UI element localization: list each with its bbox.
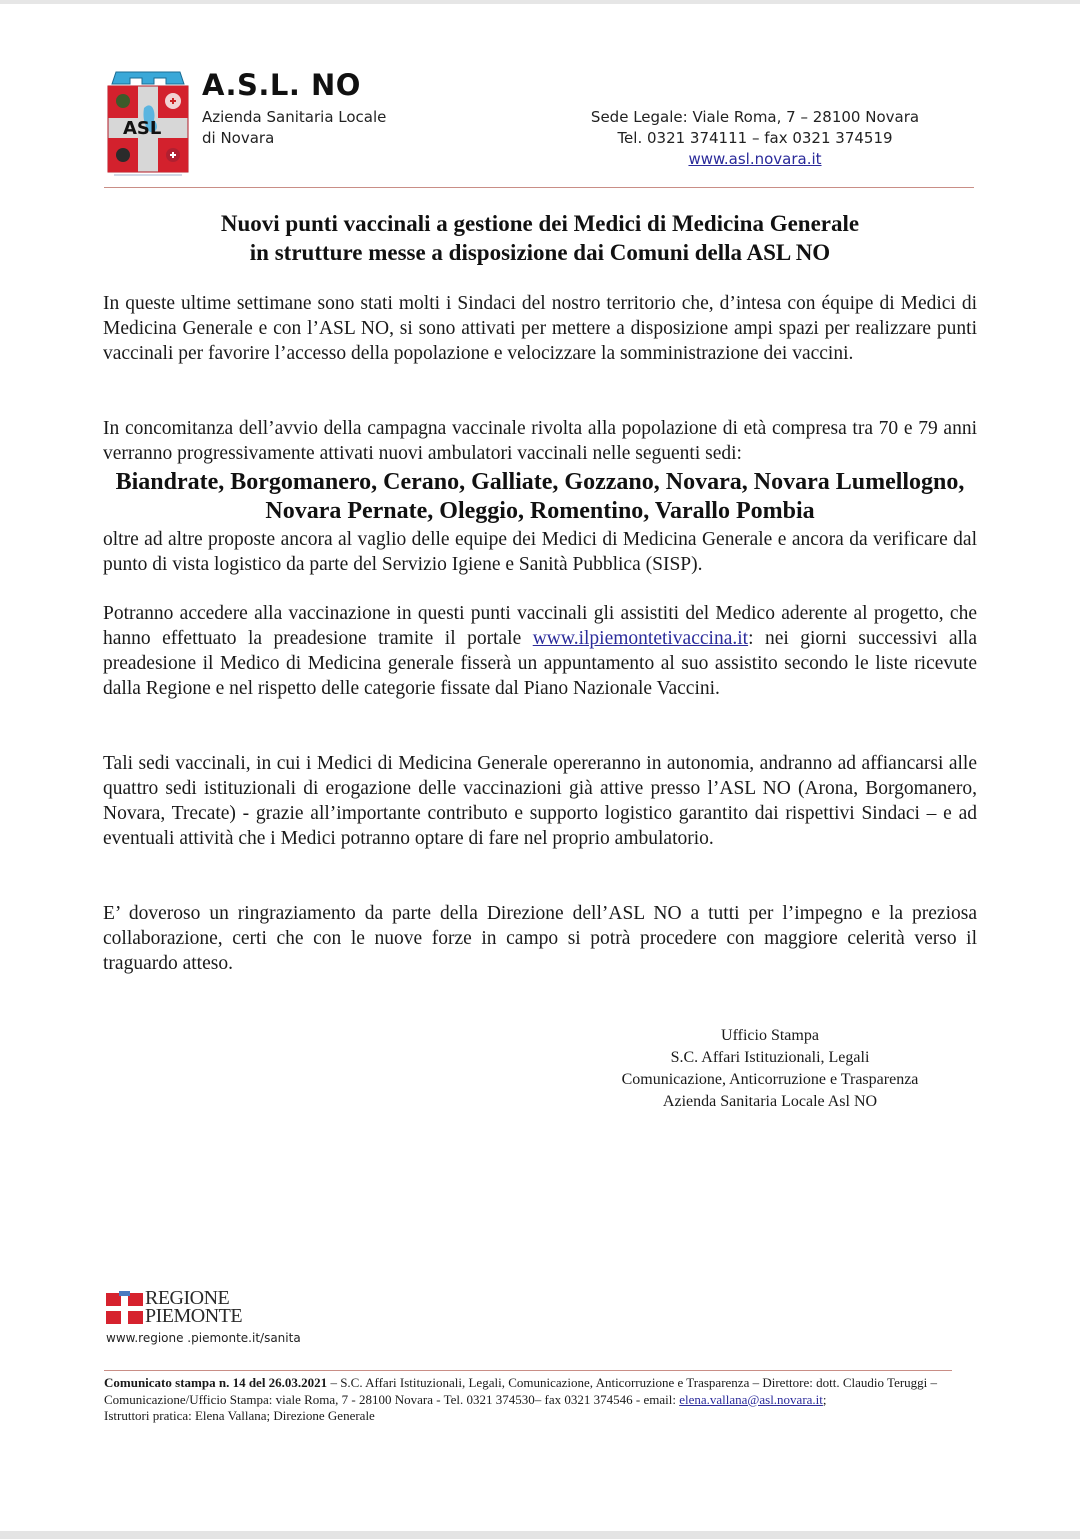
paragraph-2-intro: In concomitanza dell’avvio della campagna vaccinale rivolta alla popolazione di età compresa tra 70 e 79 anni verranno progressivamente attivati nuovi ambulatori vaccinali nelle seguenti sedi: — [103, 418, 977, 464]
press-release-details: – S.C. Affari Istituzionali, Legali, Comunicazione, Anticorruzione e Trasparenza – Direttore: dott. Claudio Teruggi –Comunicazione/Ufficio Stampa: viale Roma, 7 - 28100 Novara - Tel. 0321 374530– fax 0321 374546 - email: — [104, 1375, 938, 1407]
paragraph-2 — [103, 416, 977, 577]
document-title — [104, 209, 976, 267]
asl-no-logo-icon — [104, 70, 192, 182]
paragraph-4: Tali sedi vaccinali, in cui i Medici di Medicina Generale opereranno in autonomia, andranno ad affiancarsi alle quattro sedi istituzionali di erogazione delle vaccinazioni già attive presso l’ASL NO (Arona, Borgomanero, Novara, Trecate) - grazie all’importante contributo e supporto logistico garantito dai rispettivi Sindaci – e ad eventuali attività che i Medici potranno optare di fare nel proprio ambulatorio. — [103, 753, 977, 849]
footer-main — [104, 1375, 979, 1408]
org-subtitle-line2: di Novara — [202, 129, 275, 147]
phone-fax: Tel. 0321 374111 – fax 0321 374519 — [617, 129, 893, 147]
org-name: A.S.L. NO — [202, 68, 361, 102]
org-subtitle-line1: Azienda Sanitaria Locale — [202, 108, 387, 126]
org-subtitle — [202, 107, 386, 149]
signature-line4: Azienda Sanitaria Locale Asl NO — [662, 1093, 878, 1110]
press-release-id: Comunicato stampa n. 14 del 26.03.2021 — [104, 1375, 328, 1390]
footer-line3: Istruttori pratica: Elena Vallana; Direzione Generale — [104, 1408, 375, 1423]
piemonte-flag-icon — [106, 1291, 144, 1325]
paragraph-3-text-a: Potranno accedere alla vaccinazione in questi punti vaccinali gli assistiti del Medico aderente al progetto, che hanno effettuato la preadesione tramite il portale — [103, 603, 977, 649]
signature-line3: Comunicazione, Anticorruzione e Trasparenza — [621, 1071, 919, 1088]
paragraph-3 — [103, 601, 977, 701]
email-link[interactable]: elena.vallana@asl.novara.it — [679, 1391, 823, 1407]
regione-piemonte-logo — [106, 1289, 242, 1325]
bottom-edge — [0, 1531, 1080, 1539]
signature-block — [580, 1025, 960, 1113]
header-divider — [104, 187, 974, 188]
signature-line1: Ufficio Stampa — [721, 1027, 819, 1044]
regione-line1: REGIONE — [145, 1287, 230, 1309]
logo-text: ASL — [123, 118, 162, 139]
signature-line2: S.C. Affari Istituzionali, Legali — [670, 1049, 870, 1066]
title-line1: Nuovi punti vaccinali a gestione dei Medici di Medicina Generale — [220, 211, 860, 236]
paragraph-5: E’ doveroso un ringraziamento da parte della Direzione dell’ASL NO a tutti per l’impegno e la preziosa collaborazione, certi che con le nuove forze in campo si potrà procedere con maggiore celerità verso il traguardo atteso. — [103, 903, 977, 974]
vaccination-sites-list: Biandrate, Borgomanero, Cerano, Galliate, Gozzano, Novara, Novara Lumellogno, Novara Pernate, Oleggio, Romentino, Varallo Pombia — [115, 469, 965, 524]
title-line2: in strutture messe a disposizione dai Comuni della ASL NO — [249, 240, 831, 265]
vaccination-portal-link[interactable]: www.ilpiemontetivaccina.it — [532, 628, 749, 649]
website-link[interactable]: www.asl.novara.it — [688, 150, 822, 168]
regione-line2: PIEMONTE — [145, 1305, 243, 1327]
address: Sede Legale: Viale Roma, 7 – 28100 Novara — [590, 108, 920, 126]
contact-info — [560, 107, 950, 170]
email-punct: ; — [822, 1391, 827, 1407]
paragraph-2-outro: oltre ad altre proposte ancora al vaglio delle equipe dei Medici di Medicina Generale e ancora da verificare dal punto di vista logistico da parte del Servizio Igiene e Sanità Pubblica (SISP). — [103, 529, 977, 575]
footer-divider — [104, 1370, 952, 1371]
regione-url: www.regione .piemonte.it/sanita — [106, 1331, 301, 1345]
paragraph-1: In queste ultime settimane sono stati molti i Sindaci del nostro territorio che, d’intesa con équipe di Medici di Medicina Generale e con l’ASL NO, si sono attivati per mettere a disposizione ampi spazi per realizzare punti vaccinali per favorire l’accesso della popolazione e velocizzare la somministrazione dei vaccini. — [103, 293, 977, 364]
paragraph-3-text-b: : nei giorni successivi alla preadesione il Medico di Medicina generale fisserà un appuntamento al suo assistito secondo le liste ricevute dalla Regione e nel rispetto delle categorie fissate dal Piano Nazionale Vaccini. — [103, 628, 977, 699]
regione-text — [145, 1289, 242, 1325]
top-edge — [0, 0, 1080, 4]
footer-press-info — [104, 1375, 979, 1425]
